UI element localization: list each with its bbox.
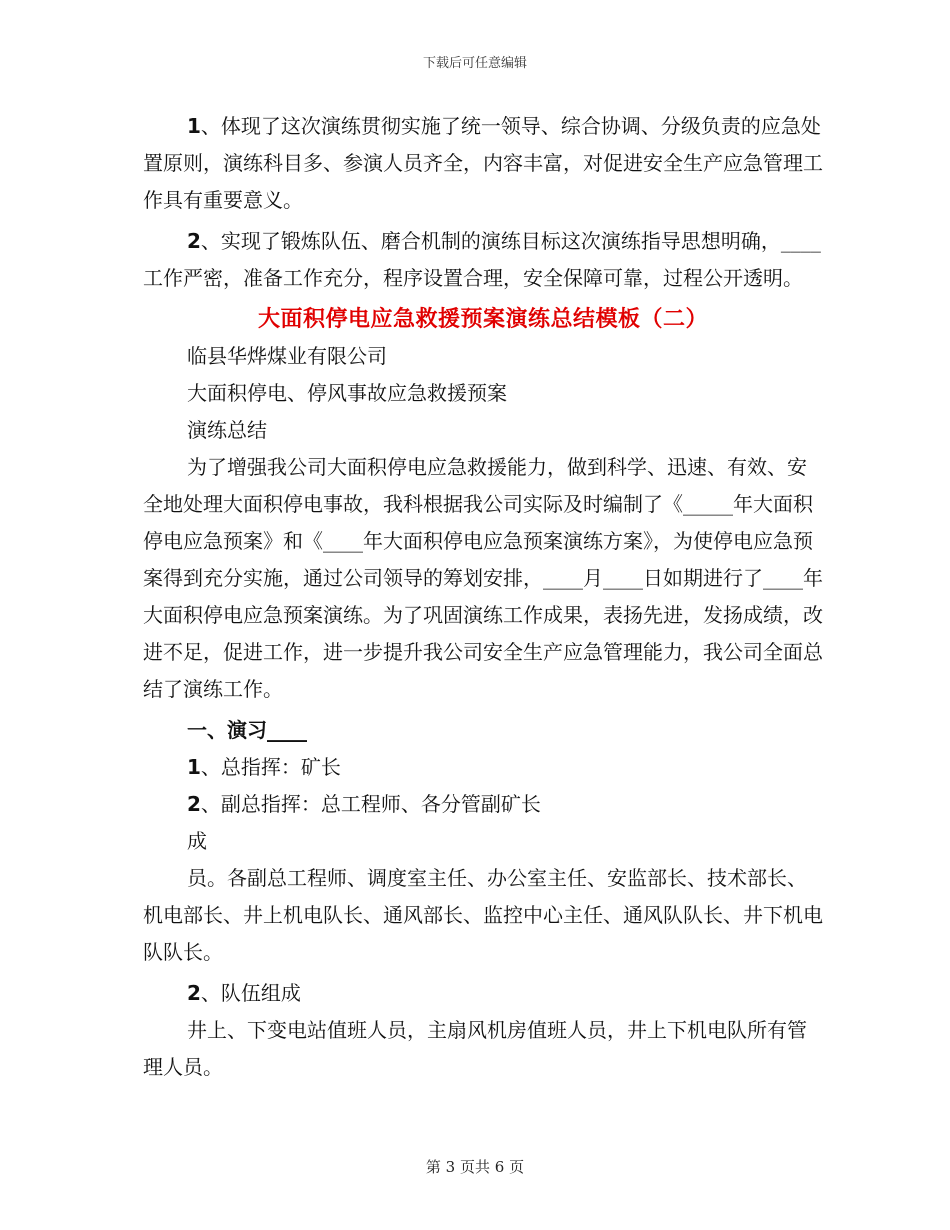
list-item-team-number: 2 (187, 981, 201, 1005)
team-paragraph: 井上、下变电站值班人员，主扇风机房值班人员，井上下机电队所有管理人员。 (143, 1018, 807, 1079)
document-title: 大面积停电应急救援预案演练总结模板（二） (257, 307, 708, 332)
page-footer: 第 3 页共 6 页 (425, 1158, 525, 1176)
list-item-deputy-text: 、副总指挥：总工程师、各分管副矿长 (200, 792, 541, 816)
page-header: 下载后可任意编辑 (422, 56, 527, 71)
paragraph-2-number: 2 (187, 229, 201, 253)
members-label: 成 (187, 829, 207, 853)
document-body (143, 108, 823, 1086)
company-name: 临县华烨煤业有限公司 (187, 344, 387, 368)
summary-label: 演练总结 (187, 418, 267, 442)
list-item-commander (143, 749, 823, 786)
paragraph-2 (143, 223, 823, 297)
list-item-deputy-number: 2 (187, 792, 201, 816)
members-paragraph: 员。各副总工程师、调度室主任、办公室主任、安监部长、技术部长、机电部长、井上机电队长、通风部长、监控中心主任、通风队队长、井下机电队队长。 (143, 866, 823, 964)
intro-paragraph: 为了增强我公司大面积停电应急救援能力，做到科学、迅速、有效、安全地处理大面积停电事故，我科根据我公司实际及时编制了《_____年大面积停电应急预案》和《____年大面积停电应急预案演练方案》，为使停电应急预案得到充分实施，通过公司领导的筹划安排，____月____日如期进行了____年大面积停电应急预案演练。为了巩固演练工作成果，表扬先进，发扬成绩，改进不足，促进工作，进一步提升我公司安全生产应急管理能力，我公司全面总结了演练工作。 (143, 455, 823, 701)
list-item-deputy (143, 786, 823, 823)
paragraph-1-number: 1 (187, 114, 201, 138)
list-item-team-text: 、队伍组成 (200, 981, 301, 1005)
list-item-commander-number: 1 (187, 755, 201, 779)
plan-name: 大面积停电、停风事故应急救援预案 (187, 381, 507, 405)
paragraph-1-text: 、体现了这次演练贯彻实施了统一领导、综合协调、分级负责的应急处置原则，演练科目多、参演人员齐全，内容丰富，对促进安全生产应急管理工作具有重要意义。 (143, 114, 823, 212)
paragraph-1 (143, 108, 823, 219)
list-item-team (143, 975, 823, 1012)
list-item-commander-text: 、总指挥：矿长 (200, 755, 341, 779)
section-heading-1: 一、演习____ (187, 718, 307, 742)
paragraph-2-text: 、实现了锻炼队伍、磨合机制的演练目标这次演练指导思想明确，____工作严密，准备工作充分，程序设置合理，安全保障可靠，过程公开透明。 (143, 229, 821, 290)
